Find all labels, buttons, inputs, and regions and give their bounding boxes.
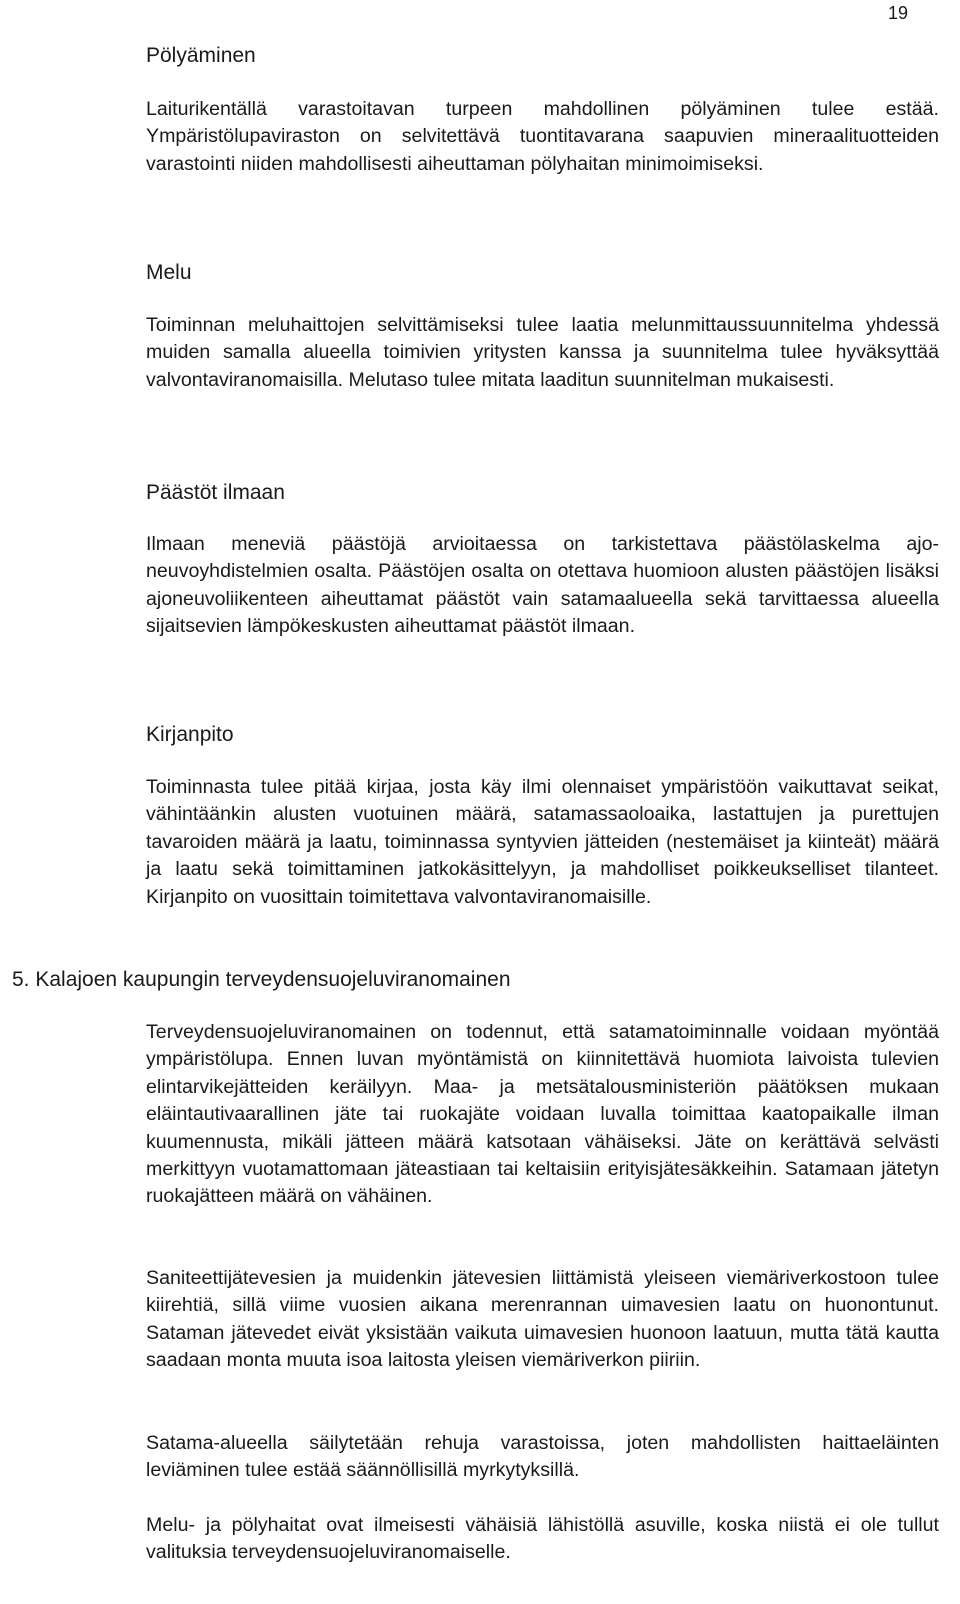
paragraph-section5-1: Terveydensuojeluviranomainen on todennut, että satamatoiminnalle voidaan myöntää ympäristölupa. Ennen luvan myöntämistä on kiinnitettävä huomiota laivoista tulevien elintarvikejätteiden keräilyyn. Maa- ja metsätalousministeriön päätöksen mukaan eläintautivaarallinen jäte tai ruokajäte voidaan luvalla toimittaa kaatopaikalle ilman kuumennusta, mikäli jätteen määrä katsotaan vähäiseksi. Jäte on kerättävä selvästi merkittyyn vuotamattomaan jäteastiaan tai keltaisiin erityisjätesäkkeihin. Satamaan jätetyn ruokajätteen määrä on vähäinen. [146,1021,939,1208]
heading-melu: Melu [146,261,192,284]
paragraph-melu: Toiminnan meluhaittojen selvittämiseksi tulee laatia melunmittaussuunnitelma yhdessä muiden samalla alueella toimivien yritysten kanssa ja suunnitelma tulee hyväksyttää valvontaviranomaisilla. Melutaso tulee mitata laaditun suunnitelman mukaisesti. [146,314,939,391]
section-5-heading: 5. Kalajoen kaupungin terveydensuojeluviranomainen [12,968,511,991]
paragraph-polyaminen: Laiturikentällä varastoitavan turpeen mahdollinen pölyäminen tulee estää. Ympäristölupaviraston on selvitettävä tuontitavarana saapuvien mineraalituotteiden varastointi niiden mahdollisesti aiheuttaman pölyhaitan minimoimiseksi. [146,98,939,175]
paragraph-section5-4: Melu- ja pölyhaitat ovat ilmeisesti vähäisiä lähistöllä asuville, koska niistä ei ole tullut valituksia terveydensuojeluviranomaiselle. [146,1514,939,1564]
paragraph-paastot-ilmaan: Ilmaan meneviä päästöjä arvioitaessa on tarkistettava päästölaskelma ajoneuvoyhdistelmien osalta. Päästöjen osalta on otettava huomioon alusten päästöjen lisäksi ajoneuvoliikenteen aiheuttamat päästöt vain satamaalueella sekä tarvittaessa alueella sijaitsevien lämpökeskusten aiheuttamat päästöt ilmaan. [146,533,939,638]
paragraph-section5-3: Satama-alueella säilytetään rehuja varastoissa, joten mahdollisten haittaeläinten leviäminen tulee estää säännöllisillä myrkytyksillä. [146,1432,939,1482]
page-number: 19 [887,3,908,23]
heading-kirjanpito: Kirjanpito [146,723,234,746]
heading-paastot-ilmaan: Päästöt ilmaan [146,481,285,504]
paragraph-kirjanpito: Toiminnasta tulee pitää kirjaa, josta käy ilmi olennaiset ympäristöön vaikuttavat seikat, vähintäänkin alusten vuotuinen määrä, satamassaoloaika, lastattujen ja purettujen tavaroiden määrä ja laatu, toiminnassa syntyvien jätteiden (nestemäiset ja kiinteät) määrä ja laatu sekä toimittaminen jatkokäsittelyyn, ja mahdolliset poikkeukselliset tilanteet. Kirjanpito on vuosittain toimitettava valvontaviranomaisille. [146,776,939,908]
paragraph-section5-2: Saniteettijätevesien ja muidenkin jätevesien liittämistä yleiseen viemäriverkostoon tulee kiirehtiä, sillä viime vuosien aikana merenrannan uimavesien laatu on huonontunut. Sataman jätevedet eivät yksistään vaikuta uimavesien huonoon laatuun, mutta tätä kautta saadaan monta muuta isoa laitosta yleisen viemäriverkon piiriin. [146,1267,939,1372]
heading-polyaminen: Pölyäminen [146,44,256,67]
